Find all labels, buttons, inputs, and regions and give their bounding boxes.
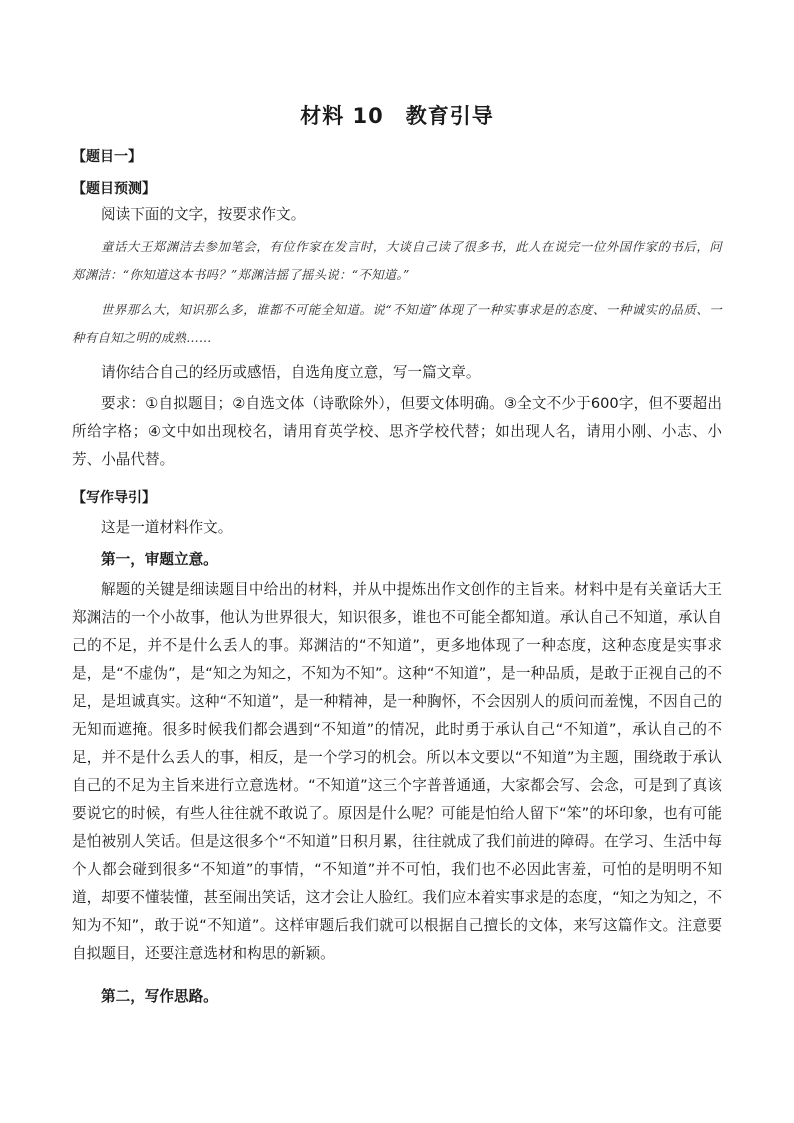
title-topic: 教育引导: [405, 104, 494, 128]
material-quote-1: 童话大王郑渊洁去参加笔会，有位作家在发言时，大谈自己读了很多书，此人在说完一位外国作家的书后，问郑渊洁：“你知道这本书吗？”郑渊洁摇了摇头说：“不知道。”: [72, 239, 722, 282]
section-tag-guide: 【写作导引】: [72, 490, 156, 506]
analysis-paragraph: 解题的关键是细读题目中给出的材料，并从中提炼出作文创作的主旨来。材料中是有关童话大王郑渊洁的一个小故事，他认为世界很大，知识很多，谁也不可能全都知道。承认自己不知道，承认自己的不足，并不是什么丢人的事。郑渊洁的“不知道”，更多地体现了一种态度，这种态度是实事求是，是“不虚伪”，是“知之为知之，不知为不知”。这种“不知道”，是一种品质，是敢于正视自己的不足，是坦诚真实。这种“不知道”，是一种精神，是一种胸怀，不会因别人的质问而羞愧，不因自己的无知而遮掩。很多时候我们都会遇到“不知道”的情况，此时勇于承认自己“不知道”，承认自己的不足，并不是什么丢人的事，相反，是一个学习的机会。所以本文要以“不知道”为主题，围绕敢于承认自己的不足为主旨来进行立意选材。“不知道”这三个字普普通通，大家都会写、会念，可是到了真该要说它的时候，有些人往往就不敢说了。原因是什么呢？可能是怕给人留下“笨”的坏印象，也有可能是怕被别人笑话。但是这很多个“不知道”日积月累，往往就成了我们前进的障碍。在学习、生活中每个人都会碰到很多“不知道”的事情，“不知道”并不可怕，我们也不必因此害羞，可怕的是明明不知道，却要不懂装懂，甚至闹出笑话，这才会让人脸红。我们应本着实事求是的态度，“知之为知之，不知为不知”，敢于说“不知道”。这样审题后我们就可以根据自己擅长的文体，来写这篇作文。注意要自拟题目，还要注意选材和构思的新颖。: [72, 581, 722, 962]
material-quote-2: 世界那么大，知识那么多，谁都不可能全知道。说“不知道”体现了一种实事求是的态度、一种诚实的品质、一种有自知之明的成熟……: [72, 302, 722, 345]
prompt-paragraph: 请你结合自己的经历或感悟，自选角度立意，写一篇文章。: [101, 364, 481, 381]
essay-type-paragraph: 这是一道材料作文。: [101, 519, 233, 536]
instruction-paragraph: 阅读下面的文字，按要求作文。: [101, 206, 306, 223]
requirements-paragraph: 要求：①自拟题目；②自选文体（诗歌除外），但要文体明确。③全文不少于600字，但不要超出所给字格；④文中如出现校名，请用育英学校、思齐学校代替；如出现人名，请用小刚、小志、小芳、小晶代替。: [72, 395, 722, 468]
section-tag-prediction: 【题目预测】: [72, 181, 156, 197]
step-one-heading: 第一，审题立意。: [101, 551, 218, 568]
title-material-number: 材料 10: [300, 104, 384, 128]
page-title: [72, 100, 722, 130]
section-tag-question: 【题目一】: [72, 149, 142, 165]
step-two-heading: 第二，写作思路。: [101, 988, 218, 1005]
document-page: [72, 0, 722, 1123]
